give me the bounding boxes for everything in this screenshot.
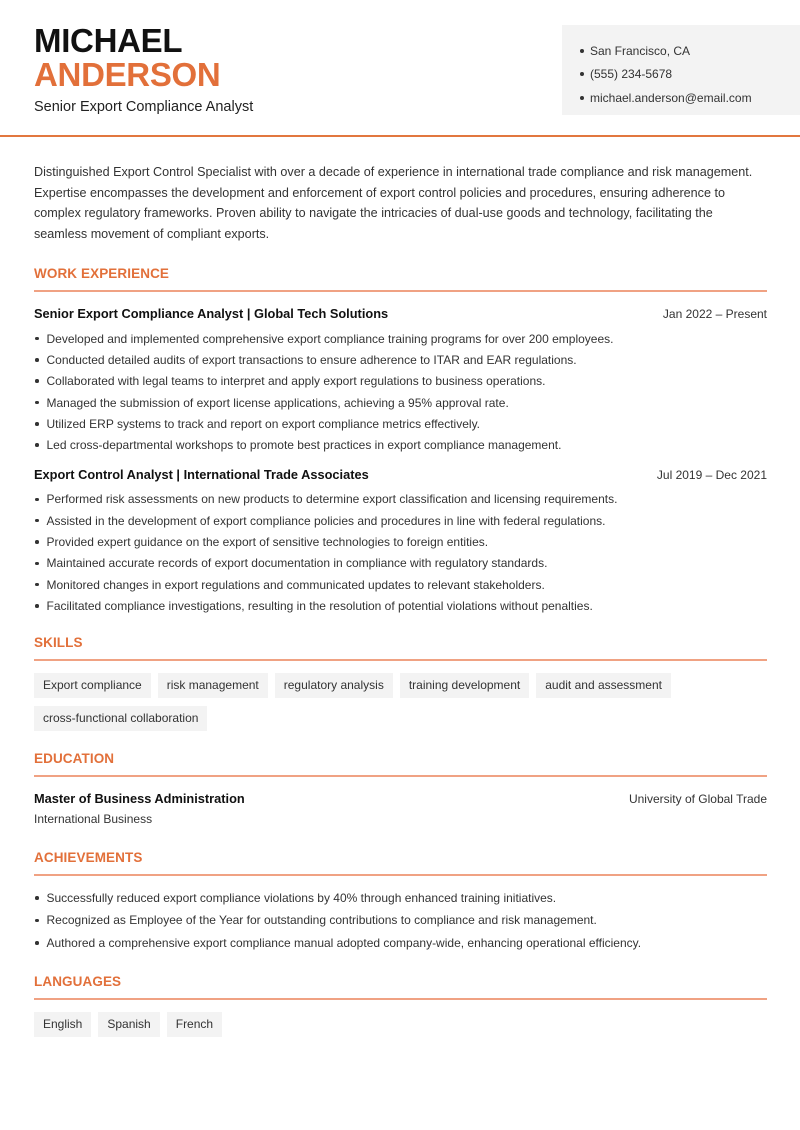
contact-email: [580, 86, 800, 110]
section-languages: [34, 974, 767, 1037]
job-dates: Jan 2022 – Present: [662, 307, 767, 321]
section-divider: [34, 998, 767, 1000]
skill-tag: risk management: [158, 673, 268, 698]
contact-location: [580, 39, 800, 63]
list-item: [34, 887, 767, 910]
job-bullets: [34, 328, 767, 456]
skill-tag: Export compliance: [34, 673, 151, 698]
job-entry: [34, 306, 767, 456]
bullet-icon: [35, 519, 39, 523]
section-skills: [34, 635, 767, 731]
skill-tag: regulatory analysis: [275, 673, 393, 698]
language-tags: [34, 1012, 767, 1037]
list-item: [34, 349, 767, 370]
bullet-text: Assisted in the development of export compliance policies and procedures in line with federal regulations.: [46, 513, 606, 528]
bullet-text: Provided expert guidance on the export of sensitive technologies to foreign entities.: [46, 535, 489, 550]
bullet-text: Monitored changes in export regulations and communicated updates to relevant stakeholders.: [46, 577, 545, 592]
bullet-icon: [35, 941, 39, 945]
phone-text: (555) 234-5678: [590, 67, 673, 82]
list-item: [34, 392, 767, 413]
contact-box: [562, 25, 800, 115]
bullet-text: Facilitated compliance investigations, resulting in the resolution of potential violations without penalties.: [46, 598, 593, 613]
bullet-icon: [35, 337, 39, 341]
achievement-list: [34, 887, 767, 955]
bullet-icon: [580, 96, 584, 100]
school: University of Global Trade: [628, 791, 767, 806]
degree: Master of Business Administration: [34, 790, 245, 806]
job-title: Senior Export Compliance Analyst: [34, 99, 254, 115]
contact-phone: [580, 63, 800, 87]
list-item: [34, 553, 767, 574]
job-role: Senior Export Compliance Analyst | Global Tech Solutions: [34, 306, 389, 321]
section-divider: [34, 290, 767, 292]
bullet-text: Successfully reduced export compliance violations by 40% through enhanced training initiatives.: [46, 890, 557, 905]
section-divider: [34, 775, 767, 777]
list-item: [34, 413, 767, 434]
bullet-text: Maintained accurate records of export documentation in compliance with regulatory standards.: [46, 556, 548, 571]
list-item: [34, 434, 767, 455]
language-tag: Spanish: [98, 1012, 159, 1037]
bullet-text: Recognized as Employee of the Year for outstanding contributions to compliance and risk management.: [46, 913, 597, 928]
list-item: [34, 574, 767, 595]
skill-tags: [34, 673, 767, 731]
bullet-icon: [35, 604, 39, 608]
bullet-text: Collaborated with legal teams to interpret and apply export regulations to business operations.: [46, 374, 546, 389]
bullet-text: Developed and implemented comprehensive export compliance training programs for over 200 employees.: [46, 331, 614, 346]
section-achievements: [34, 850, 767, 955]
bullet-icon: [35, 401, 39, 405]
bullet-text: Performed risk assessments on new products to determine export classification and licensing requirements.: [46, 492, 618, 507]
field-of-study: International Business: [34, 811, 153, 826]
list-item: [34, 489, 767, 510]
section-title: EDUCATION: [34, 750, 115, 766]
last-name: ANDERSON: [34, 56, 221, 93]
language-tag: French: [167, 1012, 222, 1037]
bullet-text: Managed the submission of export license applications, achieving a 95% approval rate.: [46, 395, 509, 410]
section-work-experience: [34, 266, 767, 617]
bullet-text: Utilized ERP systems to track and report on export compliance metrics effectively.: [46, 416, 481, 431]
job-entry: [34, 467, 767, 617]
skill-tag: audit and assessment: [536, 673, 671, 698]
list-item: [34, 371, 767, 392]
bullet-icon: [580, 49, 584, 53]
education-header: [34, 791, 767, 806]
bullet-text: Conducted detailed audits of export transactions to ensure adherence to ITAR and EAR regulations.: [46, 352, 577, 367]
section-divider: [34, 874, 767, 876]
section-education: [34, 751, 767, 826]
job-dates: Jul 2019 – Dec 2021: [656, 467, 767, 482]
section-title: WORK EXPERIENCE: [34, 266, 170, 281]
job-bullets: [34, 489, 767, 617]
section-title: ACHIEVEMENTS: [34, 849, 143, 865]
bullet-icon: [35, 919, 39, 923]
bullet-icon: [35, 540, 39, 544]
bullet-icon: [35, 379, 39, 383]
skill-tag: training development: [400, 673, 529, 698]
bullet-icon: [35, 358, 39, 362]
bullet-icon: [35, 443, 39, 447]
job-header: [34, 467, 767, 482]
location-text: San Francisco, CA: [590, 43, 691, 58]
list-item: [34, 595, 767, 616]
skill-tag: cross-functional collaboration: [34, 706, 207, 731]
bullet-text: Authored a comprehensive export compliance manual adopted company-wide, enhancing operational efficiency.: [46, 935, 642, 950]
bullet-icon: [580, 72, 584, 76]
bullet-text: Led cross-departmental workshops to promote best practices in export compliance management.: [46, 438, 562, 453]
bullet-icon: [35, 562, 39, 566]
bullet-icon: [35, 896, 39, 900]
bullet-icon: [35, 583, 39, 587]
list-item: [34, 531, 767, 552]
list-item: [34, 328, 767, 349]
section-title: LANGUAGES: [34, 974, 122, 990]
resume-body: [0, 162, 800, 1037]
list-item: [34, 909, 767, 932]
first-name: MICHAEL: [34, 22, 183, 59]
summary: Distinguished Export Control Specialist with over a decade of experience in international trade compliance and risk management. Expertise encompasses the development and enforcement of export control policies and procedures, ensuring adherence to complex regulatory frameworks. Proven ability to navigate the intricacies of dual-use goods and technology, facilitating the seamless movement of compliant exports.: [34, 165, 753, 241]
section-title: SKILLS: [34, 634, 83, 650]
job-role: Export Control Analyst | International Trade Associates: [34, 466, 369, 482]
section-divider: [34, 659, 767, 661]
bullet-icon: [35, 498, 39, 502]
list-item: [34, 510, 767, 531]
job-header: [34, 306, 767, 321]
list-item: [34, 932, 767, 955]
bullet-icon: [35, 422, 39, 426]
language-tag: English: [34, 1012, 91, 1037]
email-text: michael.anderson@email.com: [590, 90, 752, 105]
resume-header: [0, 0, 800, 137]
